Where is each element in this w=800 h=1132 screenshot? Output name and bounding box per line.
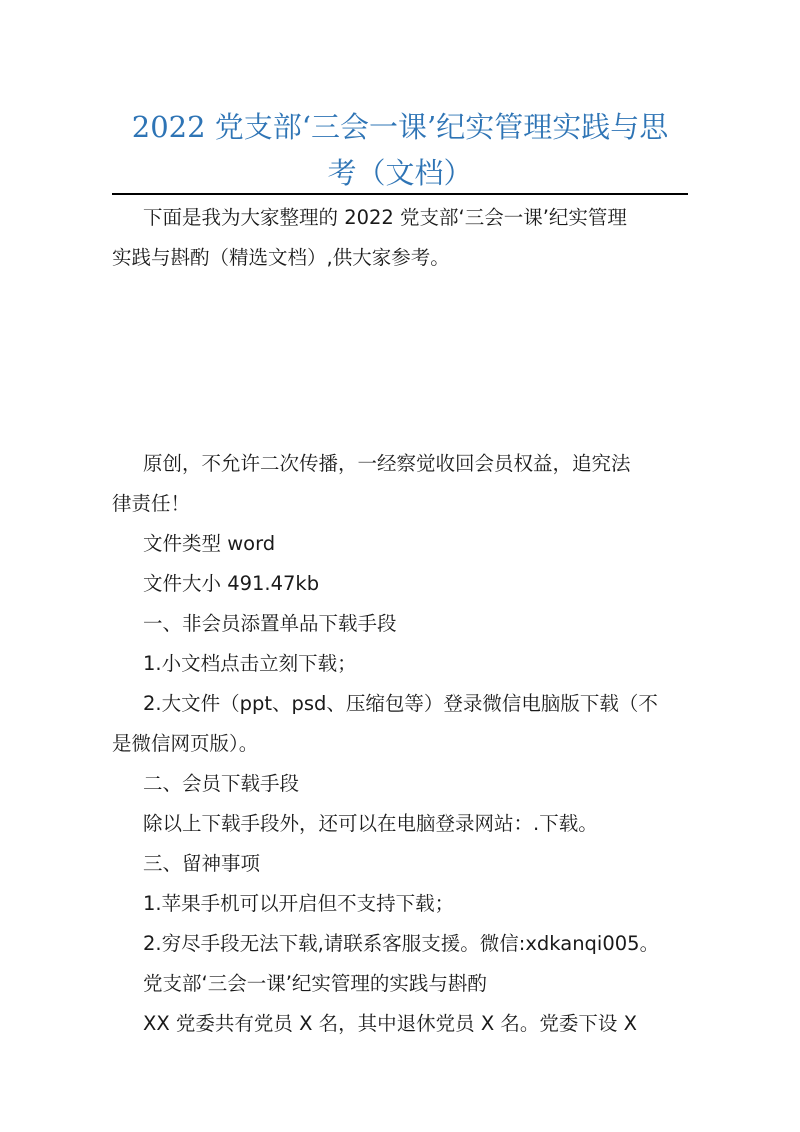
section-2-text: 除以上下载手段外，还可以在电脑登录网站：.下载。 [143,812,598,835]
file-size: 文件大小 491.47kb [143,572,320,595]
document-title [112,104,688,196]
section-1-heading: 一、非会员添置单品下载手段 [143,612,397,635]
intro-line-2: 实践与斟酌（精选文档）,供大家参考。 [112,246,450,269]
title-line-2: 考（文档） [327,156,473,190]
section-3-heading: 三、留神事项 [143,852,261,875]
title-divider [112,193,688,195]
section-2-heading: 二、会员下载手段 [143,772,300,795]
article-subheading: 党支部‘三会一课’纪实管理的实践与斟酌 [143,972,487,995]
section-1-item-1: 1.小文档点击立刻下载； [143,652,357,675]
document-body [112,198,688,1044]
article-first-line: XX 党委共有党员 X 名，其中退休党员 X 名。党委下设 X [143,1012,637,1035]
title-line-1: 2022 党支部‘三会一课’纪实管理实践与思 [131,110,669,144]
notice-line-1: 原创，不允许二次传播，一经察觉收回会员权益，追究法 [143,452,631,475]
section-3-item-2: 2.穷尽手段无法下载,请联系客服支援。微信:xdkanqi005。 [143,932,660,955]
file-type: 文件类型 word [143,532,276,555]
section-1-item-2-line-2: 是微信网页版）。 [112,732,259,755]
blank-space [112,278,688,444]
notice-line-2: 律责任！ [112,492,191,515]
section-3-item-1: 1.苹果手机可以开启但不支持下载； [143,892,455,915]
section-1-item-2-line-1: 2.大文件（ppt、psd、压缩包等）登录微信电脑版下载（不 [143,692,658,715]
intro-line-1: 下面是我为大家整理的 2022 党支部‘三会一课’纪实管理 [143,206,627,229]
